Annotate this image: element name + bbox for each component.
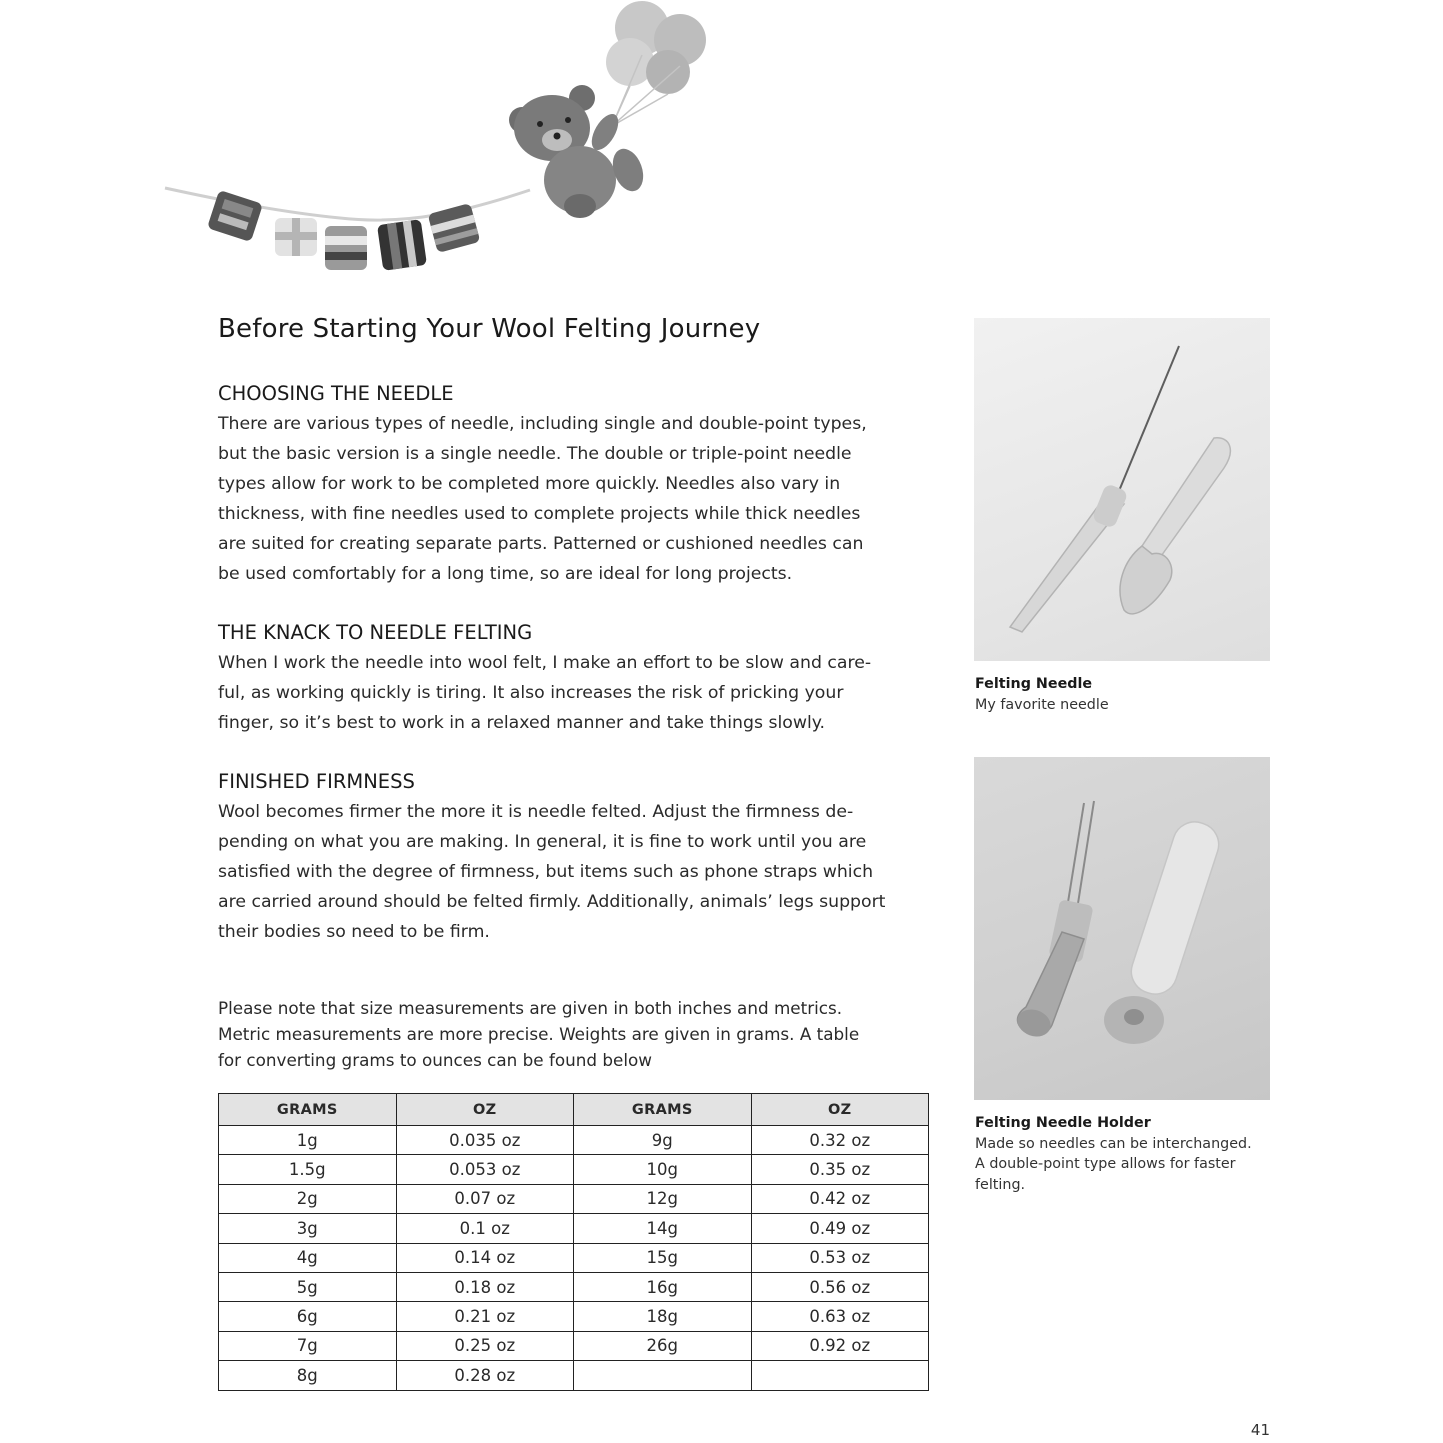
column-header-oz: OZ [396,1094,574,1126]
caption-title-felting-needle: Felting Needle [975,676,1093,692]
table-row [219,1126,929,1155]
caption-text: A double-point type allows for faster [975,1156,1236,1172]
section-body-knack [218,648,938,738]
oz-cell: 0.18 oz [396,1272,574,1301]
grams-cell: 10g [574,1155,752,1184]
oz-cell: 0.1 oz [396,1214,574,1243]
table-row [219,1302,929,1331]
body-line: are suited for creating separate parts. Patterned or cushioned needles can [218,534,864,554]
page-title: Before Starting Your Wool Felting Journey [218,314,761,344]
felt-stripe-bead-icon [428,203,481,253]
table-row [219,1331,929,1360]
oz-cell: 0.53 oz [751,1243,929,1272]
grams-cell: 2g [219,1184,397,1213]
body-line: be used comfortably for a long time, so are ideal for long projects. [218,564,793,584]
felt-gift-bead-icon [275,218,317,256]
oz-cell: 0.035 oz [396,1126,574,1155]
page-number: 41 [1250,1421,1270,1439]
grams-cell: 4g [219,1243,397,1272]
grams-cell: 14g [574,1214,752,1243]
body-line: When I work the needle into wool felt, I make an effort to be slow and care- [218,653,872,673]
note-line: for converting grams to ounces can be found below [218,1050,653,1070]
grams-cell: 5g [219,1272,397,1301]
caption-text: felting. [975,1177,1026,1193]
table-body [219,1126,929,1391]
body-line: but the basic version is a single needle. The double or triple-point needle [218,444,852,464]
needle-cap-icon [1120,438,1230,614]
grams-cell: 3g [219,1214,397,1243]
grams-cell: 26g [574,1331,752,1360]
section-heading-knack: THE KNACK TO NEEDLE FELTING [218,621,533,644]
oz-cell: 0.92 oz [751,1331,929,1360]
oz-cell: 0.28 oz [396,1361,574,1390]
holder-ring-icon [1104,996,1164,1044]
note-line: Metric measurements are more precise. Weights are given in grams. A table [218,1024,860,1044]
table-row [219,1214,929,1243]
grams-cell: 1g [219,1126,397,1155]
column-header-grams: GRAMS [219,1094,397,1126]
body-line: Wool becomes firmer the more it is needle felted. Adjust the firmness de- [218,802,854,822]
oz-cell: 0.63 oz [751,1302,929,1331]
grams-cell: 15g [574,1243,752,1272]
caption-text: My favorite needle [975,697,1109,713]
caption-text: Made so needles can be interchanged. [975,1136,1252,1152]
body-line: their bodies so need to be firm. [218,922,490,942]
holder-cap-icon [1126,816,1225,1000]
grams-cell: 9g [574,1126,752,1155]
table-row [219,1272,929,1301]
oz-cell: 0.49 oz [751,1214,929,1243]
grams-cell: 18g [574,1302,752,1331]
section-body-firmness [218,797,938,947]
oz-cell: 0.21 oz [396,1302,574,1331]
section-heading-choosing-needle: CHOOSING THE NEEDLE [218,382,454,405]
grams-cell: 16g [574,1272,752,1301]
section-body-choosing-needle [218,409,938,589]
grams-cell [574,1361,752,1390]
column-header-grams: GRAMS [574,1094,752,1126]
felting-needle-photo [974,318,1270,661]
table-row [219,1243,929,1272]
caption-title-needle-holder: Felting Needle Holder [975,1115,1151,1131]
body-line: satisfied with the degree of firmness, but items such as phone straps which [218,862,874,882]
section-heading-firmness: FINISHED FIRMNESS [218,770,415,793]
body-line: thickness, with fine needles used to complete projects while thick needles [218,504,861,524]
body-line: pending on what you are making. In general, it is fine to work until you are [218,832,867,852]
grams-cell: 8g [219,1361,397,1390]
measurement-note [218,995,918,1073]
balloon-icon [606,1,706,126]
table-header-row [219,1094,929,1126]
body-line: ful, as working quickly is tiring. It also increases the risk of pricking your [218,683,844,703]
column-header-oz: OZ [751,1094,929,1126]
grams-cell: 6g [219,1302,397,1331]
oz-cell: 0.14 oz [396,1243,574,1272]
grams-cell: 12g [574,1184,752,1213]
oz-cell [751,1361,929,1390]
table-row [219,1184,929,1213]
oz-cell: 0.07 oz [396,1184,574,1213]
felt-garland-bear-illustration [160,0,720,290]
table-row [219,1361,929,1390]
grams-cell: 7g [219,1331,397,1360]
oz-cell: 0.56 oz [751,1272,929,1301]
needle-holder-icon [1014,801,1094,1041]
body-line: types allow for work to be completed more quickly. Needles also vary in [218,474,841,494]
teddy-bear-icon [509,85,649,218]
oz-cell: 0.25 oz [396,1331,574,1360]
body-line: are carried around should be felted firmly. Additionally, animals’ legs support [218,892,886,912]
oz-cell: 0.42 oz [751,1184,929,1213]
oz-cell: 0.053 oz [396,1155,574,1184]
table-row [219,1155,929,1184]
grams-to-ounces-table [218,1093,929,1391]
felt-stripe-bead-icon [377,219,427,271]
oz-cell: 0.35 oz [751,1155,929,1184]
note-line: Please note that size measurements are given in both inches and metrics. [218,998,843,1018]
felt-stripe-bead-icon [325,226,367,270]
felting-needle-holder-photo [974,757,1270,1100]
grams-cell: 1.5g [219,1155,397,1184]
oz-cell: 0.32 oz [751,1126,929,1155]
body-line: finger, so it’s best to work in a relaxed manner and take things slowly. [218,713,826,733]
body-line: There are various types of needle, including single and double-point types, [218,414,867,434]
